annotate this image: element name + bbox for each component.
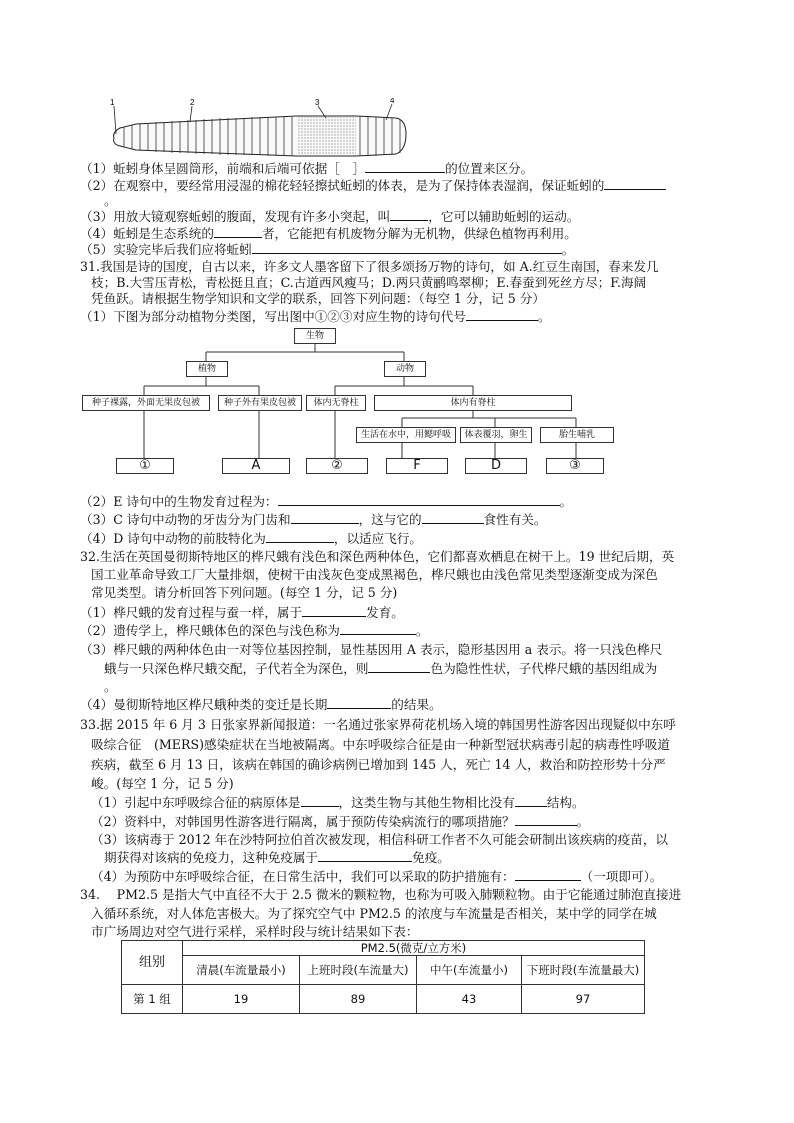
- tree-answer-a: A: [222, 458, 290, 474]
- q32-part4: （4）曼彻斯特地区桦尺蛾种类的变迁是长期 的结果。: [80, 697, 442, 712]
- worm-label-2: 2: [190, 98, 195, 107]
- q34-intro-3: 市广场周边对空气进行采样，采样时段与统计结果如下表：: [91, 924, 419, 939]
- tree-answer-1: ①: [116, 458, 174, 474]
- q31-part2: （2）E 诗句中的生物发育过程为： 。: [80, 494, 573, 509]
- q30-part4: （4）蚯蚓是生态系统的 者，它能把有机废物分解为无机物，供绿色植物再利用。: [80, 226, 577, 241]
- q32-part2: （2）遗传学上，桦尺蛾体色的深色与浅色称为 。: [80, 623, 429, 638]
- q31-intro-3: 凭鱼跃。请根据生物学知识和文学的联系，回答下列问题：（每空 1 分，记 5 分）: [91, 291, 545, 306]
- q30-part2-end: 。: [104, 193, 117, 208]
- q31-intro-1: 31.我国是诗的国度，自古以来，许多文人墨客留下了很多颂扬万物的诗句，如 A.红豆生南国，春来发几: [80, 259, 659, 274]
- q31-part3: （3）C 诗句中动物的牙齿分为门齿和 ，这与它的 食性有关。: [80, 512, 547, 527]
- q32-intro-3: 常见类型。请分析回答下列问题。(每空 1 分，记 5 分): [91, 585, 398, 600]
- tree-node-vertebrate: 体内有脊柱: [374, 395, 572, 411]
- tree-answer-2: ②: [306, 458, 368, 474]
- q34-intro-1: 34. PM2.5 是指大气中直径不大于 2.5 微米的颗粒物，也称为可吸入肺颗粒物。由于它能通过肺泡直接进: [80, 887, 682, 902]
- q33-part4: （4）为预防中东呼吸综合征，在日常生活中，我们可以采取的防护措施有： （一项即可）。: [91, 869, 663, 884]
- tree-node-gymnosperm: 种子裸露，外面无果皮包被: [82, 395, 210, 411]
- q30-part5: （5）实验完毕后我们应将蚯蚓 。: [80, 242, 575, 257]
- tree-node-animal: 动物: [384, 361, 426, 377]
- worm-label-4: 4: [390, 98, 395, 105]
- q31-intro-2: 枝；B.大雪压青松，青松挺且直；C.古道西风瘦马；D.两只黄鹂鸣翠柳；E.春蚕到死丝方尽；F.海阔: [91, 275, 647, 290]
- table-header-group: 组别: [122, 941, 183, 985]
- tree-node-mammal: 胎生哺乳: [540, 427, 614, 443]
- q31-part4: （4）D 诗句中动物的前肢特化为 ，以适应飞行。: [80, 531, 422, 546]
- q33-part3-2: 期获得对该病的免疫力，这种免疫属于 免疫。: [104, 850, 450, 865]
- q33-intro-1: 33.据 2015 年 6 月 3 日张家界新闻报道：一名通过张家界荷花机场入境的韩国男性游客因出现疑似中东呼: [80, 717, 676, 732]
- tree-node-fish: 生活在水中，用鳃呼吸: [356, 427, 456, 443]
- worm-label-1: 1: [110, 98, 115, 107]
- q30-part1: （1）蚯蚓身体呈圆筒形，前端和后端可依据［ ］ 的位置来区分。: [80, 161, 534, 176]
- tree-answer-d: D: [465, 458, 527, 474]
- q32-part3-end: 。: [104, 679, 117, 694]
- tree-node-invertebrate: 体内无脊柱: [306, 395, 366, 411]
- q33-intro-3: 疾病，截至 6 月 13 日，该病在韩国的确诊病例已增加到 145 人，死亡 14 人，救治和防控形势十分严: [91, 757, 666, 772]
- q33-intro-2: 吸综合征 (MERS)感染症状在当地被隔离。中东呼吸综合征是由一种新型冠状病毒引起的病毒性呼吸道: [91, 737, 670, 752]
- table-col-noon: 中午(车流量小): [417, 956, 522, 985]
- q33-part2: （2）资料中，对韩国男性游客进行隔离，属于预防传染病流行的哪项措施？ 。: [91, 814, 590, 829]
- tree-node-bird: 体表覆羽，卵生: [460, 427, 532, 443]
- q32-part3-2: 蛾与一只深色桦尺蛾交配，子代若全为深色，则 色为隐性性状，子代桦尺蛾的基因组成为: [104, 661, 658, 676]
- tree-root-organism: 生物: [294, 328, 336, 344]
- table-cell: 97: [522, 985, 645, 1014]
- table-cell: 19: [183, 985, 300, 1014]
- table-col-morning: 清晨(车流量最小): [183, 956, 300, 985]
- table-cell: 43: [417, 985, 522, 1014]
- table-cell: 89: [300, 985, 417, 1014]
- table-col-rush-pm: 下班时段(车流量最大): [522, 956, 645, 985]
- tree-node-angiosperm: 种子外有果皮包被: [218, 395, 302, 411]
- q33-part3: （3）该病毒于 2012 年在沙特阿拉伯首次被发现，相信科研工作者不久可能会研制出该疾病的疫苗，以: [91, 832, 669, 847]
- tree-node-plant: 植物: [186, 361, 228, 377]
- q31-part1: （1）下图为部分动植物分类图，写出图中①②③对应生物的诗句代号 。: [80, 309, 551, 324]
- table-header-unit: PM2.5(微克/立方米): [183, 941, 645, 956]
- q32-intro-2: 国工业革命导致工厂大量排烟，使树干由浅灰色变成黑褐色，桦尺蛾也由浅色常见类型逐渐变成为深色: [91, 567, 658, 582]
- table-col-rush-am: 上班时段(车流量大): [300, 956, 417, 985]
- table-row-name: 第 1 组: [122, 985, 183, 1014]
- worm-label-3: 3: [315, 98, 320, 107]
- q34-intro-2: 入循环系统，对人体危害极大。为了探究空气中 PM2.5 的浓度与车流量是否相关，某中学的同学在城: [91, 906, 657, 921]
- q33-part1: （1）引起中东呼吸综合征的病原体是 ，这类生物与其他生物相比没有 结构。: [91, 795, 585, 810]
- pm25-table: [121, 940, 645, 1014]
- q32-intro-1: 32.生活在英国曼彻斯特地区的桦尺蛾有浅色和深色两种体色，它们都喜欢栖息在树干上。19 世纪后期，英: [80, 549, 675, 564]
- q30-part3: （3）用放大镜观察蚯蚓的腹面，发现有许多小突起，叫 ，它可以辅助蚯蚓的运动。: [80, 209, 580, 224]
- tree-answer-f: F: [386, 458, 448, 474]
- q33-intro-4: 峻。(每空 1 分，记 5 分): [91, 776, 234, 791]
- tree-answer-3: ③: [546, 458, 604, 474]
- q32-part3: （3）桦尺蛾的两种体色由一对等位基因控制，显性基因用 A 表示，隐形基因用 a 表示。将一只浅色桦尺: [80, 642, 663, 657]
- q30-part2: （2）在观察中，要经常用浸湿的棉花轻轻擦拭蚯蚓的体表，是为了保持体表湿润，保证蚯蚓的: [80, 177, 666, 194]
- q32-part1: （1）桦尺蛾的发育过程与蚕一样，属于 发育。: [80, 605, 404, 620]
